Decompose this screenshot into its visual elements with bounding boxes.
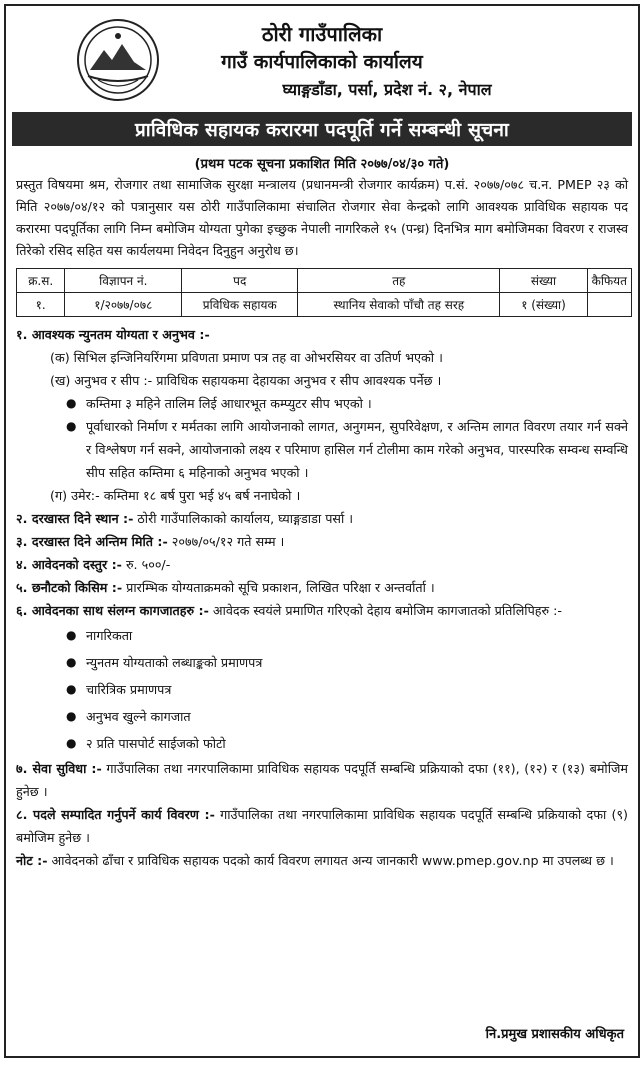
col-post: पद	[182, 269, 298, 293]
col-sn: क्र.स.	[17, 269, 65, 293]
list-item: ● न्युनतम योग्यताको लब्धाङ्कको प्रमाणपत्र	[16, 649, 628, 676]
section-title: १. आवश्यक न्युनतम योग्यता र अनुभव :-	[16, 327, 210, 342]
section-fee	[6, 553, 638, 576]
notice-page	[4, 4, 640, 1058]
address: घ्याङ्गडाँडा, पर्सा, प्रदेश नं. २, नेपाल	[282, 80, 492, 99]
section-note	[6, 849, 638, 872]
qualification-c: (ग) उमेर:- कम्तिमा १८ बर्ष पुरा भई ४५ बर्ष ननाघेको ।	[50, 488, 301, 503]
table-row	[17, 293, 632, 317]
cell-sn: १.	[17, 293, 65, 317]
notice-title: प्राविधिक सहायक करारमा पदपूर्ति गर्ने सम्बन्धी सूचना	[12, 112, 632, 146]
section-text: प्रारम्भिक योग्यताक्रमको सूचि प्रकाशन, लिखित परिक्षा र अन्तर्वार्ता ।	[122, 580, 435, 595]
section-text: ठोरी गाउँपालिकाको कार्यालय, घ्याङ्गडाडा पर्सा ।	[133, 511, 354, 526]
signature-label: नि.प्रमुख प्रशासकीय अधिकृत	[485, 1027, 624, 1042]
intro-paragraph: प्रस्तुत विषयमा श्रम, रोजगार तथा सामाजिक सुरक्षा मन्त्रालय (प्रधानमन्त्री रोजगार कार्यक्रम) प.सं. २०७७/०७८ च.न. PMEP २३ को मिति २०७७/०४/१२ को पत्रानुसार यस ठोरी गाउँपालिकामा संचालित रोजगार सेवा केन्द्रको लागि आवश्यक प्राविधिक सहायक पद करारमा पदपूर्तिका लागि निम्न बमोजिम योग्यता पुगेका इच्छुक नेपाली नागरिकले १५ (पन्ध्र) दिनभित्र माग बमोजिमका विवरण र राजस्व तिरेको रसिद सहित यस कार्यलयमा निवेदन दिनुहुन अनुरोध छ।	[16, 177, 628, 258]
cell-level: स्थानिय सेवाको पाँचौ तह सरह	[298, 293, 500, 317]
section-title: ६. आवेदनका साथ संलग्न कागजातहरु :-	[16, 603, 209, 618]
table-header-row	[17, 269, 632, 293]
vacancy-table	[16, 268, 632, 317]
section-title: ३. दरखास्त दिने अन्तिम मिति :-	[16, 534, 168, 549]
section-place	[6, 507, 638, 530]
section-title: ४. आवेदनको दस्तुर :-	[16, 557, 122, 572]
section-title: २. दरखास्त दिने स्थान :-	[16, 511, 134, 526]
section-documents	[6, 599, 638, 622]
list-item: ● अनुभव खुल्ने कागजात	[16, 703, 628, 730]
list-item: ● कम्तिमा ३ महिने तालिम लिई आधारभूत कम्प्युटर सीप भएको ।	[16, 392, 628, 415]
documents-list	[6, 622, 638, 757]
section-selection	[6, 576, 638, 599]
office-name: गाउँ कार्यपालिकाको कार्यालय	[221, 51, 423, 73]
section-text: गाउँपालिका तथा नगरपालिकामा प्राविधिक सहायक पदपूर्ति सम्बन्धि प्रक्रियाको दफा (९) बमोजिम हुनेछ ।	[16, 807, 628, 845]
section-title: ७. सेवा सुविधा :-	[16, 761, 102, 776]
section-benefits	[6, 757, 638, 803]
section-deadline	[6, 530, 638, 553]
cell-remarks	[587, 293, 631, 317]
col-level: तह	[298, 269, 500, 293]
section-text: आवेदनको ढाँचा र प्राविधिक सहायक पदको कार्य विवरण लगायत अन्य जानकारी www.pmep.gov.np मा उपलब्ध छ ।	[47, 853, 614, 868]
cell-post: प्रविधिक सहायक	[182, 293, 298, 317]
cell-ad-no: १/२०७७/०७८	[65, 293, 182, 317]
qualification-b: (ख) अनुभव र सीप :- प्राविधिक सहायकमा देहायका अनुभव र सीप आवश्यक पर्नेछ ।	[50, 373, 442, 388]
publish-date: (प्रथम पटक सूचना प्रकाशित मिति २०७७/०४/३० गते)	[194, 157, 450, 172]
list-item: ● नागरिकता	[16, 622, 628, 649]
section-title: नोट :-	[16, 853, 48, 868]
col-ad-no: विज्ञापन नं.	[65, 269, 182, 293]
section-text: आवेदक स्वयंले प्रमाणित गरिएको देहाय बमोजिम कागजातको प्रतिलिपिहरु :-	[208, 603, 563, 618]
list-item: ● चारित्रिक प्रमाणपत्र	[16, 676, 628, 703]
list-item: ● पूर्वाधारको निर्माण र मर्मतका लागि आयोजनाको लागत, अनुगमन, सुपरिवेक्षण, र अन्तिम लागत विवरण तयार गर्न सक्ने र विश्लेषण गर्न सक्ने, आयोजनाको लक्ष्य र परिमाण हासिल गर्न टोलीमा काम गरेको अनुभव, पारस्परिक सम्वन्ध सम्वन्धि सीप सहित कम्तिमा ६ महिनाको अनुभव भएको ।	[16, 415, 628, 484]
section-qualification	[6, 323, 638, 507]
qualification-a: (क) सिभिल इन्जिनियरिंगमा प्रविणता प्रमाण पत्र तह वा ओभरसियर वा उतिर्ण भएको ।	[50, 350, 443, 365]
cell-count: १ (संख्या)	[500, 293, 587, 317]
org-name: ठोरी गाउँपालिका	[261, 22, 383, 46]
section-text: रु. ५००/-	[121, 557, 171, 572]
col-count: संख्या	[500, 269, 587, 293]
section-title: ८. पदले सम्पादित गर्नुपर्ने कार्य विवरण :-	[16, 807, 215, 822]
col-remarks: कैफियत	[587, 269, 631, 293]
section-text: गाउँपालिका तथा नगरपालिकामा प्राविधिक सहायक पदपूर्ति सम्बन्धि प्रक्रियाको दफा (११), (१२) र (१३) बमोजिम हुनेछ ।	[16, 761, 628, 799]
section-job-description	[6, 803, 638, 849]
section-title: ५. छनौटको किसिम :-	[16, 580, 123, 595]
header	[6, 6, 638, 106]
section-text: २०७७/०५/१२ गते सम्म ।	[167, 534, 285, 549]
list-item: ● २ प्रति पासपोर्ट साईजको फोटो	[16, 730, 628, 757]
